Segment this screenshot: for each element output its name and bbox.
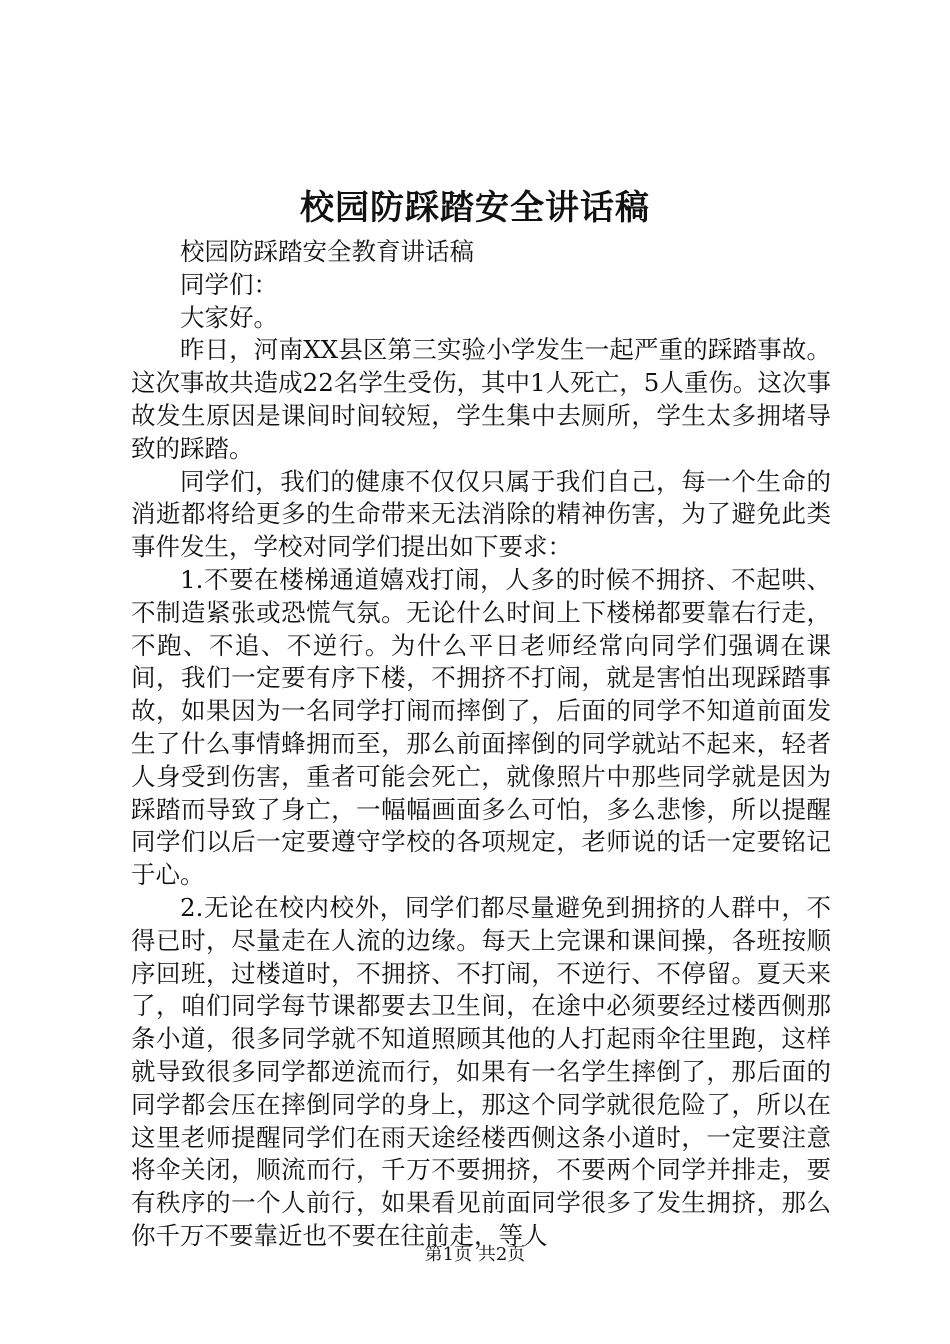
paragraph-requirements-intro: 同学们，我们的健康不仅仅只属于我们自己，每一个生命的消逝都将给更多的生命带来无法消除的精神伤害，为了避免此类事件发生，学校对同学们提出如下要求： <box>131 466 831 562</box>
paragraph-incident: 昨日，河南XX县区第三实验小学发生一起严重的踩踏事故。这次事故共造成22名学生受伤，其中1人死亡，5人重伤。这次事故发生原因是课间时间较短，学生集中去厕所，学生太多拥堵导致的踩踏。 <box>131 335 831 463</box>
document-body <box>131 236 831 1253</box>
paragraph-salutation: 大家好。 <box>180 302 278 332</box>
paragraph-subtitle: 校园防踩踏安全教育讲话稿 <box>180 237 474 266</box>
paragraph-requirement-2: 2.无论在校内校外，同学们都尽量避免到拥挤的人群中，不得已时，尽量走在人流的边缘。每天上完课和课间操，各班按顺序回班，过楼道时，不拥挤、不打闹，不逆行、不停留。夏天来了，咱们同学每节课都要去卫生间，在途中必须要经过楼西侧那条小道，很多同学就不知道照顾其他的人打起雨伞往里跑，这样就导致很多同学都逆流而行，如果有一名学生摔倒了，那后面的同学都会压在摔倒同学的身上，那这个同学就很危险了，所以在这里老师提醒同学们在雨天途经楼西侧这条小道时，一定要注意将伞关闭，顺流而行，千万不要拥挤，不要两个同学并排走，要有秩序的一个人前行，如果看见前面同学很多了发生拥挤，那么你千万不要靠近也不要在往前走，等人 <box>131 892 831 1250</box>
paragraph-greeting: 同学们： <box>180 269 278 299</box>
page-number-footer: 第1页 共2页 <box>424 1244 526 1265</box>
document-title: 校园防踩踏安全讲话稿 <box>300 188 650 228</box>
paragraph-requirement-1: 1.不要在楼梯通道嬉戏打闹，人多的时候不拥挤、不起哄、不制造紧张或恐慌气氛。无论什么时间上下楼梯都要靠右行走，不跑、不追、不逆行。为什么平日老师经常向同学们强调在课间，我们一定要有序下楼，不拥挤不打闹，就是害怕出现踩踏事故，如果因为一名同学打闹而摔倒了，后面的同学不知道前面发生了什么事情蜂拥而至，那么前面摔倒的同学就站不起来，轻者人身受到伤害，重者可能会死亡，就像照片中那些同学就是因为踩踏而导致了身亡，一幅幅画面多么可怕，多么悲惨，所以提醒同学们以后一定要遵守学校的各项规定，老师说的话一定要铭记于心。 <box>131 564 831 890</box>
